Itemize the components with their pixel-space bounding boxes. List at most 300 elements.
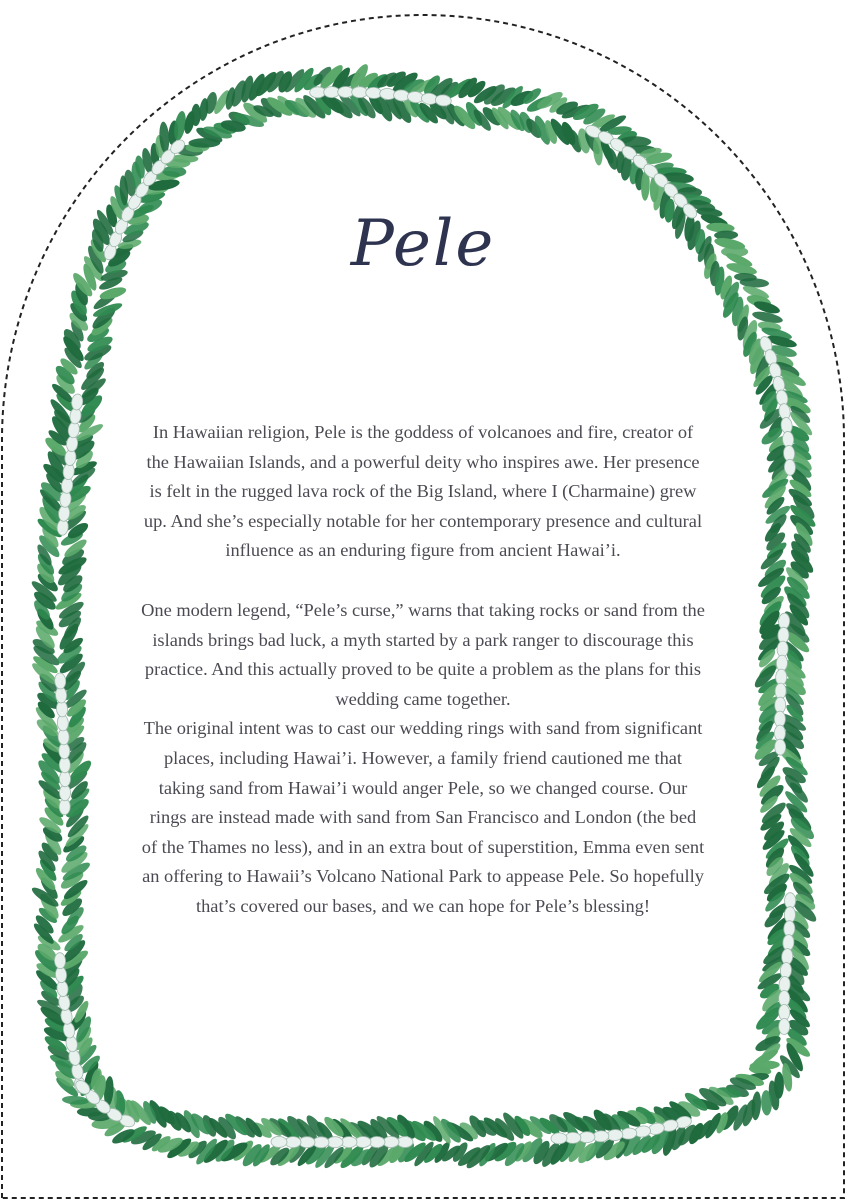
garland-leaf [790,879,817,906]
garland-leaf [59,849,91,876]
garland-leaf [754,718,776,744]
garland-leaf [32,947,63,976]
garland-leaf [760,827,787,852]
garland-leaf [788,559,812,582]
garland-bud [55,687,67,704]
garland-leaf [176,1139,201,1160]
garland-leaf [765,933,790,959]
garland-leaf [757,749,781,769]
garland-leaf [367,1116,390,1143]
garland-bud [634,1125,652,1138]
garland-leaf [787,430,812,455]
garland-leaf [66,704,89,730]
garland-leaf [60,572,85,595]
garland-leaf [752,736,780,763]
garland-leaf [401,95,421,119]
garland-leaf [35,551,57,576]
garland-bud [783,445,795,462]
garland-leaf [591,1107,615,1134]
garland-leaf [246,72,268,103]
garland-leaf [40,786,64,811]
garland-leaf [650,176,659,203]
garland-leaf [43,1015,71,1036]
garland-bud [782,934,794,951]
garland-leaf [390,69,421,96]
garland-leaf [427,99,449,122]
garland-leaf [787,862,815,886]
garland-leaf [609,1111,632,1133]
garland-leaf [212,121,237,136]
garland-leaf [62,723,87,747]
garland-leaf [667,1099,694,1123]
garland-leaf [787,602,811,628]
garland-leaf [119,175,129,205]
garland-leaf [613,1129,634,1160]
garland-leaf [34,960,61,981]
garland-leaf [56,621,81,652]
garland-leaf [292,95,319,121]
garland-leaf [759,621,787,643]
page-title: Pele [350,207,496,281]
garland-leaf [123,169,138,197]
garland-leaf [37,671,60,695]
garland-leaf [755,681,782,709]
garland-leaf [548,1138,572,1167]
garland-leaf [164,1109,184,1133]
garland-leaf [695,1118,715,1142]
garland-leaf [92,1074,108,1103]
garland-leaf [181,1108,203,1140]
story-text [140,418,706,922]
garland-leaf [62,659,87,685]
garland-leaf [75,403,99,426]
garland-leaf [134,155,147,180]
garland-leaf [492,1115,517,1143]
garland-leaf [582,130,602,157]
garland-leaf [560,102,591,121]
garland-leaf [455,75,480,101]
garland-bud [775,697,786,713]
garland-leaf [58,869,85,892]
garland-leaf [64,842,89,864]
garland-leaf [240,1141,265,1169]
garland-leaf [67,310,91,334]
garland-leaf [771,352,795,370]
garland-leaf [43,435,69,459]
garland-leaf [757,406,784,432]
garland-leaf [787,1007,812,1030]
garland-leaf [275,93,301,118]
garland-leaf [117,1096,134,1122]
garland-leaf [523,116,544,140]
garland-leaf [63,796,91,821]
garland-leaf [103,1120,128,1139]
garland-leaf [30,885,61,910]
garland-leaf [438,79,461,101]
garland-leaf [464,1142,493,1171]
garland-leaf [718,274,734,301]
garland-leaf [786,464,814,494]
garland-leaf [250,1142,272,1169]
garland-leaf [348,1146,374,1169]
garland-leaf [172,110,187,141]
garland-leaf [502,1140,528,1169]
garland-leaf [757,773,784,800]
garland-leaf [31,598,53,623]
garland-leaf [480,104,504,128]
garland-leaf [37,857,59,883]
garland-leaf [616,150,626,174]
garland-bud [324,87,340,98]
garland-leaf [48,397,73,425]
garland-leaf [294,1116,320,1143]
garland-leaf [34,606,56,632]
garland-leaf [756,700,783,726]
garland-leaf [620,1129,644,1159]
garland-leaf [63,805,86,830]
garland-leaf [643,150,673,166]
garland-leaf [407,98,432,126]
garland-leaf [88,1111,111,1121]
garland-leaf [430,1114,453,1146]
garland-leaf [33,865,58,892]
garland-leaf [34,618,60,639]
garland-leaf [783,789,810,815]
garland-leaf [676,1098,703,1120]
garland-bud [56,519,68,536]
garland-bud [369,1137,385,1148]
garland-bud [71,393,84,410]
garland-leaf [31,653,60,676]
garland-leaf [728,1075,757,1093]
garland-leaf [44,449,68,481]
garland-leaf [62,931,85,953]
garland-leaf [62,678,83,702]
garland-leaf [517,1116,545,1142]
garland-bud [775,683,787,699]
garland-leaf [686,1121,706,1146]
garland-leaf [762,999,784,1020]
garland-leaf [326,94,356,122]
garland-leaf [37,487,65,515]
garland-leaf [295,1142,319,1168]
garland-leaf [451,103,478,132]
garland-leaf [401,76,427,97]
garland-leaf [172,1110,193,1135]
garland-leaf [556,1132,580,1164]
garland-leaf [68,288,90,317]
garland-leaf [36,504,63,534]
garland-leaf [91,1116,122,1130]
garland-leaf [474,1117,498,1138]
garland-bud [775,389,789,407]
garland-bud [661,1118,679,1133]
garland-leaf [91,289,119,312]
garland-leaf [784,986,810,1015]
garland-leaf [166,159,191,169]
garland-leaf [519,1135,545,1165]
garland-leaf [630,1133,654,1158]
garland-leaf [425,75,455,104]
garland-leaf [790,897,819,924]
garland-leaf [740,330,759,358]
garland-leaf [77,1107,104,1116]
garland-leaf [421,1118,446,1145]
garland-leaf [39,988,63,1008]
garland-bud [54,952,66,969]
garland-leaf [780,719,806,744]
garland-leaf [384,69,408,90]
garland-leaf [34,561,57,586]
garland-leaf [758,811,783,833]
garland-leaf [791,531,813,555]
garland-leaf [492,1139,520,1165]
garland-leaf [443,76,473,102]
garland-leaf [751,309,783,325]
garland-leaf [781,394,813,416]
garland-leaf [765,414,787,440]
garland-leaf [679,193,712,207]
garland-leaf [764,495,787,518]
garland-leaf [532,114,553,147]
garland-leaf [756,598,784,629]
garland-leaf [313,1141,338,1170]
garland-leaf [489,105,511,131]
garland-bud [313,1137,329,1148]
garland-leaf [38,1004,69,1029]
garland-leaf [437,101,457,126]
garland-leaf [68,437,97,463]
garland-bud [355,1136,371,1147]
garland-leaf [268,1145,292,1168]
garland-bud [778,613,790,630]
garland-leaf [60,937,88,965]
garland-leaf [36,533,62,560]
garland-leaf [512,1113,533,1138]
garland-leaf [303,1113,328,1142]
garland-leaf [763,845,787,871]
garland-leaf [218,1139,250,1165]
garland-bud [310,87,326,98]
garland-leaf [165,1136,194,1162]
garland-leaf [356,70,380,92]
garland-leaf [660,1125,679,1158]
garland-leaf [639,1132,662,1156]
garland-leaf [625,1107,650,1127]
garland-leaf [759,1041,783,1064]
garland-leaf [39,525,61,550]
garland-leaf [82,1060,101,1088]
garland-leaf [366,92,385,116]
garland-leaf [204,91,219,115]
garland-leaf [787,825,814,849]
garland-leaf [638,146,663,160]
garland-leaf [36,848,59,873]
garland-bud [775,669,787,685]
garland-leaf [33,913,56,936]
garland-leaf [760,953,790,975]
garland-leaf [762,521,783,544]
garland-leaf [598,137,616,165]
garland-leaf [642,1109,667,1126]
garland-leaf [338,1116,366,1143]
garland-bud [59,799,70,815]
garland-leaf [64,993,87,1015]
garland-leaf [596,113,628,136]
garland-leaf [765,448,792,475]
garland-leaf [107,1087,117,1113]
garland-leaf [34,968,61,993]
garland-leaf [410,1118,439,1144]
garland-leaf [763,503,792,527]
garland-leaf [752,662,779,690]
garland-leaf [740,318,760,351]
garland-leaf [60,546,87,568]
garland-leaf [77,1068,103,1099]
garland-leaf [395,1140,417,1165]
garland-leaf [450,1140,470,1164]
garland-bud [620,144,639,162]
garland-leaf [760,1017,784,1037]
garland-leaf [59,947,90,972]
garland-leaf [488,84,518,109]
garland-leaf [432,1140,452,1165]
garland-leaf [761,819,786,844]
garland-bud [596,129,615,146]
garland-leaf [757,320,782,333]
garland-leaf [581,106,608,128]
garland-bud [551,1133,567,1145]
garland-leaf [758,546,785,572]
garland-leaf [103,1076,115,1107]
garland-leaf [784,961,808,988]
garland-bud [777,627,789,644]
garland-leaf [734,1071,765,1088]
garland-leaf [592,135,604,166]
garland-leaf [779,728,806,753]
garland-leaf [215,1114,239,1142]
garland-leaf [359,1142,381,1168]
garland-leaf [30,636,56,657]
garland-leaf [375,70,399,91]
garland-leaf [786,936,813,959]
garland-bud [118,1113,137,1129]
garland-leaf [62,345,85,370]
garland-leaf [763,836,791,862]
paragraph-intro: In Hawaiian religion, Pele is the goddess of volcanoes and fire, creator of the Hawaiian Islands, and a powerful deity who inspires awe. Her presence is felt in the rugged lava rock of the Big Island, where I (Charmaine) grew up. And she’s especially notable for her contemporary presence and cultural influence as an enduring figure from ancient Hawai’i. [143,422,703,561]
garland-leaf [39,769,63,792]
garland-leaf [628,157,642,185]
garland-leaf [495,104,524,133]
garland-leaf [765,914,792,942]
garland-leaf [762,1024,784,1048]
garland-leaf [508,88,535,109]
garland-leaf [35,516,64,540]
garland-leaf [62,537,89,560]
garland-leaf [62,877,90,902]
garland-bud [758,335,774,354]
garland-leaf [787,512,816,538]
garland-bud [133,180,151,199]
garland-leaf [543,119,560,146]
garland-leaf [735,303,752,334]
garland-leaf [764,442,790,464]
garland-leaf [776,374,805,401]
garland-leaf [69,319,87,343]
garland-leaf [39,840,61,864]
garland-leaf [788,843,813,869]
garland-leaf [604,147,620,172]
garland-leaf [789,918,813,941]
garland-bud [785,893,796,909]
garland-leaf [346,87,371,118]
garland-leaf [772,359,801,380]
garland-leaf [78,365,107,393]
garland-leaf [784,801,806,821]
garland-leaf [54,590,84,612]
garland-bud [168,137,187,156]
garland-leaf [59,913,82,937]
garland-bud [383,1137,399,1148]
garland-leaf [791,851,816,879]
garland-leaf [151,170,180,181]
garland-leaf [784,590,813,621]
garland-leaf [36,679,61,705]
garland-bud [54,673,66,690]
garland-leaf [39,750,69,776]
garland-leaf [347,62,371,92]
paragraph-rings: The original intent was to cast our wedding rings with sand from significant places, including Hawai’i. However, a family friend cautioned me that taking sand from Hawai’i would anger Pele, so we changed course. Our rings are instead made with sand from San Francisco and London (the bed of the Thames no less), and in an extra bout of superstition, Emma even sent an offering to Hawaii’s Volcano National Park to appease Pele. So hopefully that’s covered our bases, and we can hope for Pele’s blessing! [141,718,705,916]
garland-leaf [56,554,89,578]
garland-leaf [31,921,56,946]
garland-leaf [35,690,62,712]
garland-leaf [789,459,814,481]
garland-leaf [394,1112,418,1141]
garland-leaf [35,941,60,964]
garland-leaf [500,1110,526,1141]
garland-leaf [782,629,811,656]
garland-leaf [517,110,535,135]
garland-bud [780,417,793,434]
garland-leaf [68,465,97,489]
garland-bud [62,1021,76,1039]
garland-leaf [73,1025,94,1052]
garland-leaf [780,764,808,786]
garland-leaf [788,403,813,425]
garland-leaf [55,561,84,589]
garland-leaf [65,520,90,541]
garland-leaf [147,177,180,192]
garland-leaf [56,922,86,945]
garland-leaf [61,715,87,738]
garland-bud [105,1106,124,1124]
garland-bud [70,1062,84,1080]
garland-leaf [784,647,805,672]
garland-leaf [150,143,160,167]
garland-leaf [786,1017,811,1039]
garland-leaf [53,372,77,397]
garland-leaf [301,71,325,93]
garland-leaf [759,584,783,607]
garland-leaf [128,1098,154,1128]
garland-bud [60,1008,73,1026]
garland-bud [781,948,793,965]
garland-bud [772,375,787,393]
garland-leaf [746,337,765,366]
garland-bud [69,407,82,424]
garland-leaf [412,1139,437,1168]
garland-bud [393,89,410,102]
